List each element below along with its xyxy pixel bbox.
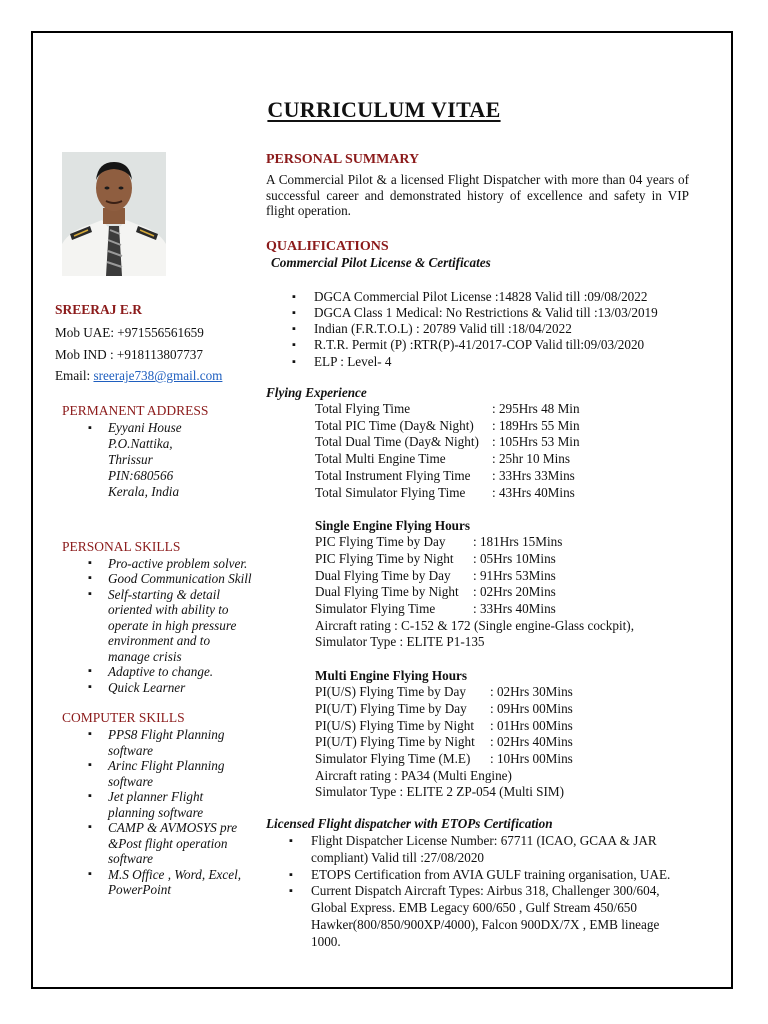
dispatcher-heading: Licensed Flight dispatcher with ETOPs Certification	[266, 816, 553, 832]
email-link[interactable]: sreeraje738@gmail.com	[93, 368, 223, 383]
dispatcher-item: ▪ Current Dispatch Aircraft Types: Airbus 318, Challenger 300/604, Global Express. EMB Legacy 600/650 , Gulf Stream 450/650 Hawker(800/850/900XP/4000), Falcon 900DX/7X , EMB lineage 1000.	[266, 883, 689, 950]
dispatcher-item: ▪ Flight Dispatcher License Number: 67711 (ICAO, GCAA & JAR compliant) Valid till :27/08/2020	[266, 833, 689, 867]
multi-engine-heading: Multi Engine Flying Hours	[315, 668, 468, 684]
email-line	[55, 365, 260, 387]
summary-text: A Commercial Pilot & a licensed Flight Dispatcher with more than 04 years of successful career and demonstrated history of excellence and safety in VIP flight operation.	[266, 172, 689, 218]
multi-engine-rating: Aircraft rating : PA34 (Multi Engine)	[315, 767, 512, 783]
address-line: ▪ Eyyani House	[55, 420, 260, 436]
experience-row: Total Instrument Flying Time : 33Hrs 33Mins	[315, 467, 575, 483]
skill-item: ▪ Self-starting & detail oriented with ability to operate in high pressure environment and to manage crisis	[55, 587, 253, 665]
skill-item: ▪ Adaptive to change.	[55, 664, 253, 680]
experience-row: Total PIC Time (Day& Night) : 189Hrs 55 Min	[315, 417, 580, 433]
flying-experience-table	[315, 401, 689, 801]
candidate-name: SREERAJ E.R	[55, 302, 143, 317]
qualification-item: ▪ ELP : Level- 4	[266, 354, 689, 370]
multi-engine-simulator: Simulator Type : ELITE 2 ZP-054 (Multi SIM)	[315, 784, 565, 800]
experience-row: Total Simulator Flying Time : 43Hrs 40Mins	[315, 484, 575, 500]
qualification-item: ▪ DGCA Commercial Pilot License :14828 Valid till :09/08/2022	[266, 289, 689, 305]
experience-row: Total Dual Time (Day& Night) : 105Hrs 53 Min	[315, 434, 580, 450]
left-column	[55, 300, 260, 898]
qualifications-heading: QUALIFICATIONS	[266, 238, 389, 254]
address-line: PIN:680566	[108, 467, 174, 483]
multi-engine-row: PI(U/T) Flying Time by Night : 02Hrs 40Mins	[315, 734, 573, 750]
experience-row: Total Multi Engine Time : 25hr 10 Mins	[315, 451, 571, 467]
computer-skills-list	[55, 727, 260, 898]
flying-experience-heading: Flying Experience	[266, 384, 367, 400]
single-engine-simulator: Simulator Type : ELITE P1-135	[315, 634, 485, 650]
single-engine-row: Dual Flying Time by Night : 02Hrs 20Mins	[315, 584, 556, 600]
single-engine-row: Simulator Flying Time : 33Hrs 40Mins	[315, 601, 556, 617]
personal-skills-heading: PERSONAL SKILLS	[62, 538, 181, 554]
skill-item: ▪ Quick Learner	[55, 680, 253, 696]
software-item: ▪ PPS8 Flight Planning software	[55, 727, 253, 758]
computer-skills-heading: COMPUTER SKILLS	[62, 710, 185, 725]
single-engine-rating: Aircraft rating : C-152 & 172 (Single engine-Glass cockpit),	[315, 617, 634, 633]
software-item: ▪ M.S Office , Word, Excel, PowerPoint	[55, 867, 253, 898]
address-heading: PERMANENT ADDRESS	[62, 402, 209, 418]
dispatcher-item: ▪ ETOPS Certification from AVIA GULF training organisation, UAE.	[266, 867, 689, 884]
address-line: P.O.Nattika,	[108, 435, 173, 451]
right-column	[266, 152, 689, 951]
single-engine-row: PIC Flying Time by Day : 181Hrs 15Mins	[315, 534, 563, 550]
qualification-item: ▪ R.T.R. Permit (P) :RTR(P)-41/2017-COP Valid till:09/03/2020	[266, 337, 689, 353]
qualifications-subheading: Commercial Pilot License & Certificates	[271, 254, 491, 270]
experience-row: Total Flying Time : 295Hrs 48 Min	[315, 400, 580, 416]
multi-engine-row: Simulator Flying Time (M.E) : 10Hrs 00Mins	[315, 750, 573, 766]
single-engine-row: Dual Flying Time by Day : 91Hrs 53Mins	[315, 567, 556, 583]
software-item: ▪ Arinc Flight Planning software	[55, 758, 253, 789]
multi-engine-row: PI(U/S) Flying Time by Day : 02Hrs 30Mins	[315, 684, 573, 700]
qualifications-list	[266, 289, 689, 370]
single-engine-heading: Single Engine Flying Hours	[315, 518, 470, 534]
mobile-ind: Mob IND : +918113807737	[55, 346, 203, 362]
multi-engine-row: PI(U/S) Flying Time by Night : 01Hrs 00Mins	[315, 717, 573, 733]
address-line: Kerala, India	[108, 483, 180, 499]
dispatcher-list	[266, 833, 689, 951]
software-item: ▪ CAMP & AVMOSYS pre &Post flight operation software	[55, 820, 253, 867]
address-list	[55, 420, 260, 500]
personal-skills-list	[55, 556, 260, 696]
profile-photo	[62, 152, 166, 276]
single-engine-row: PIC Flying Time by Night : 05Hrs 10Mins	[315, 550, 556, 566]
contact-info	[55, 322, 260, 387]
skill-item: ▪ Good Communication Skill	[55, 571, 253, 587]
qualification-item: ▪ Indian (F.R.T.O.L) : 20789 Valid till :18/04/2022	[266, 321, 689, 337]
email-label: Email:	[55, 368, 94, 383]
multi-engine-row: PI(U/T) Flying Time by Day : 09Hrs 00Mins	[315, 700, 573, 716]
address-line: Thrissur	[108, 451, 153, 467]
document-title: CURRICULUM VITAE	[267, 97, 501, 122]
skill-item: ▪ Pro-active problem solver.	[55, 556, 253, 572]
summary-heading: PERSONAL SUMMARY	[266, 152, 420, 167]
mobile-uae: Mob UAE: +971556561659	[55, 325, 204, 340]
qualification-item: ▪ DGCA Class 1 Medical: No Restrictions & Valid till :13/03/2019	[266, 305, 689, 321]
software-item: ▪ Jet planner Flight planning software	[55, 789, 253, 820]
